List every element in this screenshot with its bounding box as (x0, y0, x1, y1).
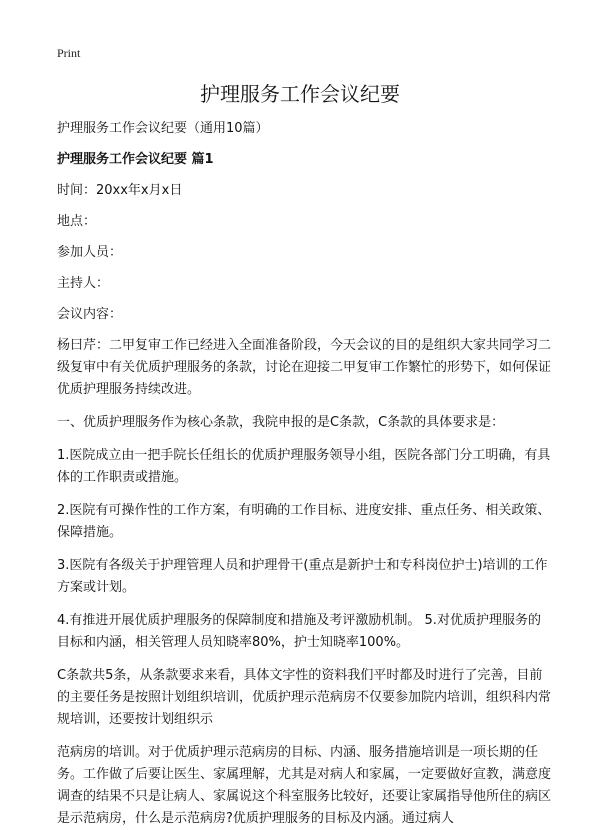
paragraph-training: 范病房的培训。对于优质护理示范病房的目标、内涵、服务措施培训是一项长期的任务。工作做了后要让医生、家属理解，尤其是对病人和家属，一定要做好宣教，满意度调查的结果不只是让病人、家属说这个科室服务比较好，还要让家属指导他所住的病区是示范病房，什么是示范病房?优质护理服务的目标及内涵。通过病人 (57, 745, 552, 826)
meeting-content-label: 会议内容： (57, 307, 123, 322)
paragraph-item-1: 1.医院成立由一把手院长任组长的优质护理服务领导小组，医院各部门分工明确，有具体的工作职责或措施。 (57, 448, 551, 485)
paragraph-item-2: 2.医院有可操作性的工作方案，有明确的工作目标、进度安排、重点任务、相关政策、保障措施。 (57, 503, 551, 540)
meeting-participants: 参加人员： (57, 245, 123, 260)
document-subtitle: 护理服务工作会议纪要（通用10篇） (57, 121, 269, 136)
print-link[interactable]: Print (57, 46, 81, 60)
paragraph-item-4-5: 4.有推进开展优质护理服务的保障制度和措施及考评激励机制。 5.对优质护理服务的目标和内涵，相关管理人员知晓率80%，护士知晓率100%。 (57, 613, 541, 650)
meeting-time: 时间：20xx年x月x日 (57, 183, 183, 198)
paragraph-summary: C条款共5条，从条款要求来看，具体文字性的资料我们平时都及时进行了完善，目前的主要任务是按照计划组织培训，优质护理示范病房不仅要参加院内培训，组织科内常规培训，还要按计划组织示 (57, 668, 552, 727)
document-body (57, 118, 553, 830)
meeting-place: 地点： (57, 214, 97, 229)
paragraph-core-clause: 一、优质护理服务作为核心条款，我院申报的是C条款，C条款的具体要求是： (57, 415, 505, 430)
paragraph-item-3: 3.医院有各级关于护理管理人员和护理骨干(重点是新护士和专科岗位护士)培训的工作方案或计划。 (57, 558, 548, 595)
paragraph-opening: 杨曰芹：二甲复审工作已经进入全面准备阶段，今天会议的目的是组织大家共同学习二级复审中有关优质护理服务的条款，讨论在迎接二甲复审工作繁忙的形势下，如何保证优质护理服务持续改进。 (57, 338, 552, 397)
meeting-host: 主持人： (57, 276, 110, 291)
section-heading: 护理服务工作会议纪要 篇1 (57, 152, 214, 167)
document-title: 护理服务工作会议纪要 (200, 82, 400, 106)
